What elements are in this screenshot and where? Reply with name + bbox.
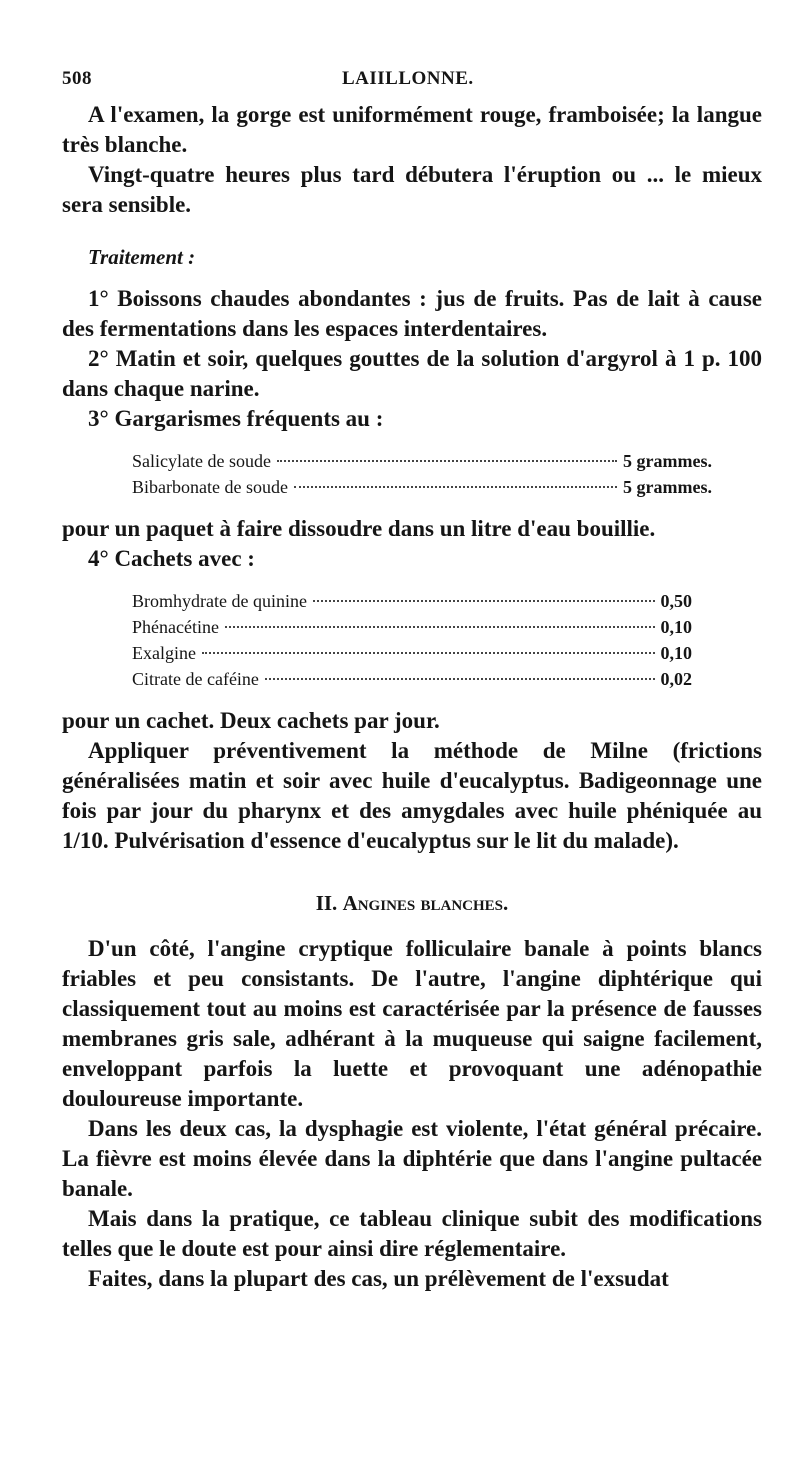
page-number: 508 (62, 68, 92, 89)
running-title: LAIILLONNE. (342, 68, 474, 89)
cachet-instructions: pour un cachet. Deux cachets par jour. (62, 708, 440, 733)
paragraph-sampling: Faites, dans la plupart des cas, un prélèvement de l'exsudat (88, 1266, 669, 1291)
ingredient-name: Exalgine (132, 643, 196, 663)
recipe-row (132, 666, 692, 692)
recipe-row (132, 614, 692, 640)
ingredient-quantity: 5 grammes. (623, 451, 712, 471)
recipe-row (132, 588, 692, 614)
paragraph-dysphagia: Dans les deux cas, la dysphagie est violente, l'état général précaire. La fièvre est moins élevée dans la diphtérie que dans l'angine pultacée banale. (62, 1116, 762, 1201)
section-title: Angines blanches. (342, 891, 509, 915)
ingredient-quantity: 0,02 (660, 669, 692, 689)
section-number: II. (315, 891, 338, 915)
ingredient-name: Phénacétine (132, 617, 219, 637)
recipe-row (132, 474, 712, 500)
ingredient-quantity: 0,50 (660, 591, 692, 611)
leader-dots (202, 652, 655, 654)
ingredient-name: Citrate de caféine (132, 669, 259, 689)
treatment-item-1: 1° Boissons chaudes abondantes : jus de fruits. Pas de lait à cause des fermentations dans les espaces interdentaires. (62, 286, 762, 341)
leader-dots (294, 486, 617, 488)
leader-dots (225, 626, 655, 628)
ingredient-quantity: 0,10 (660, 643, 692, 663)
paragraph-practice: Mais dans la pratique, ce tableau clinique subit des modifications telles que le doute est pour ainsi dire réglementaire. (62, 1206, 762, 1261)
paragraph-eruption: Vingt-quatre heures plus tard débutera l'éruption ou ... le mieux sera sensible. (62, 162, 762, 217)
leader-dots (313, 600, 655, 602)
leader-dots (277, 460, 617, 462)
treatment-heading: Traitement : (88, 245, 196, 269)
ingredient-quantity: 0,10 (660, 617, 692, 637)
cachet-recipe (132, 588, 762, 692)
recipe-row (132, 640, 692, 666)
treatment-item-4: 4° Cachets avec : (88, 546, 255, 571)
gargle-recipe (132, 448, 762, 500)
paragraph-exam: A l'examen, la gorge est uniformément rouge, framboisée; la langue très blanche. (62, 102, 762, 157)
ingredient-name: Salicylate de soude (132, 451, 271, 471)
treatment-item-2: 2° Matin et soir, quelques gouttes de la solution d'argyrol à 1 p. 100 dans chaque narine. (62, 346, 762, 401)
recipe-row (132, 448, 712, 474)
gargle-instructions: pour un paquet à faire dissoudre dans un litre d'eau bouillie. (62, 516, 656, 541)
page-header (62, 60, 762, 100)
ingredient-quantity: 5 grammes. (623, 477, 712, 497)
paragraph-angine-types: D'un côté, l'angine cryptique folliculaire banale à points blancs friables et peu consistants. De l'autre, l'angine diphtérique qui classiquement tout au moins est caractérisée par la présence de fausses membranes gris sale, adhérant à la muqueuse qui saigne facilement, enveloppant parfois la luette et provoquant une adénopathie douloureuse importante. (62, 936, 762, 1111)
section-heading (62, 888, 762, 918)
ingredient-name: Bromhydrate de quinine (132, 591, 307, 611)
treatment-item-3: 3° Gargarismes fréquents au : (88, 406, 384, 431)
book-page (62, 60, 762, 1294)
leader-dots (265, 678, 655, 680)
ingredient-name: Bibarbonate de soude (132, 477, 288, 497)
paragraph-milne-method: Appliquer préventivement la méthode de Milne (frictions généralisées matin et soir avec huile d'eucalyptus. Badigeonnage une fois par jour du pharynx et des amygdales avec huile phéniquée au 1/10. Pulvérisation d'essence d'eucalyptus sur le lit du malade). (62, 738, 762, 853)
